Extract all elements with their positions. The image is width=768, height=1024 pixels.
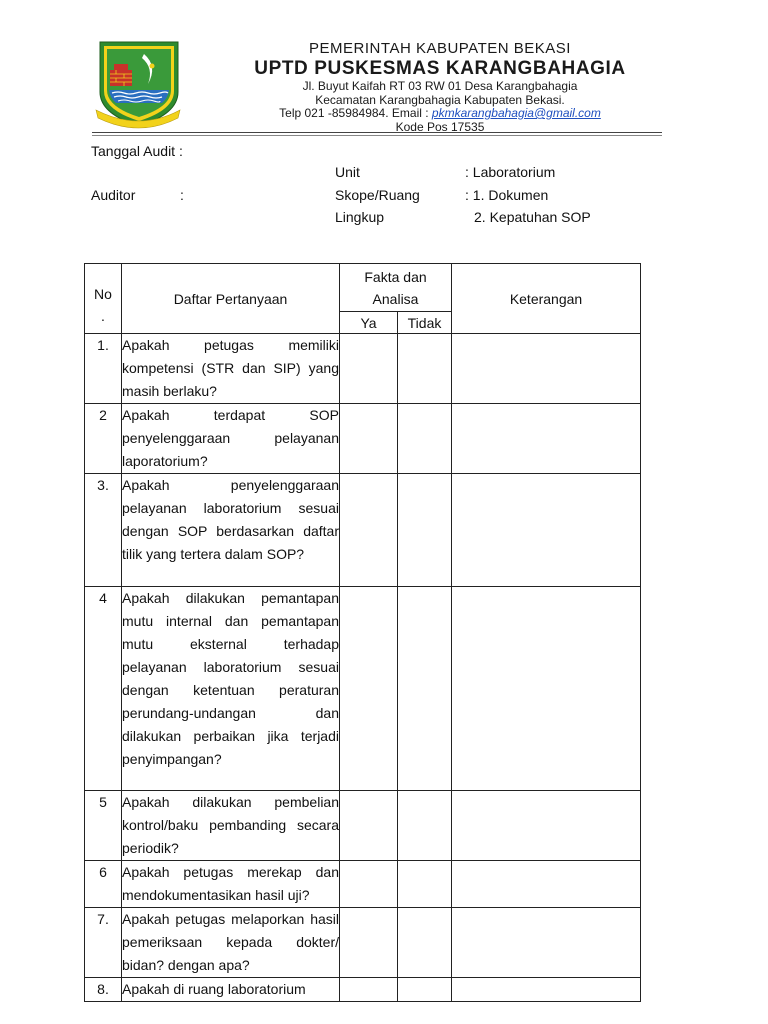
lingkup-value: 2. Kepatuhan SOP <box>474 209 591 225</box>
row-question: Apakah dilakukan pemantapan mutu internal dan pemantapan mutu eksternal terhadap pelayanan laboratorium sesuai dengan ketentuan peraturan perundang-undangan dan dilakukan perbaikan jika terjadi penyimpangan? <box>122 587 340 791</box>
audit-checklist-table <box>84 263 641 1002</box>
skope-label: Skope/Ruang <box>335 187 420 203</box>
header-daftar-pertanyaan: Daftar Pertanyaan <box>122 264 340 334</box>
row-number: 1. <box>85 334 122 404</box>
cell-tidak[interactable] <box>398 404 452 474</box>
unit-value: : Laboratorium <box>465 164 556 180</box>
header-fakta-analisa <box>340 264 452 312</box>
lingkup-label: Lingkup <box>335 209 385 225</box>
header-fakta-line2: Analisa <box>372 290 419 307</box>
table-row <box>85 587 641 791</box>
table-header-row <box>85 264 641 312</box>
letterhead-text <box>215 40 665 134</box>
table-row <box>85 791 641 861</box>
bekasi-emblem-logo <box>92 40 184 130</box>
header-no-text: No <box>94 286 112 302</box>
cell-tidak[interactable] <box>398 908 452 978</box>
cell-keterangan[interactable] <box>452 861 641 908</box>
district-line: Kecamatan Karangbahagia Kabupaten Bekasi. <box>315 92 565 107</box>
row-question: Apakah dilakukan pembelian kontrol/baku pembanding secara periodik? <box>122 791 340 861</box>
row-question: Apakah petugas melaporkan hasil pemeriksaan kepada dokter/ bidan? dengan apa? <box>122 908 340 978</box>
contact-line <box>215 107 665 121</box>
letterhead-divider <box>92 132 662 133</box>
table-row <box>85 334 641 404</box>
government-name: PEMERINTAH KABUPATEN BEKASI <box>309 40 571 57</box>
header-keterangan: Keterangan <box>452 264 641 334</box>
row-question: Apakah penyelenggaraan pelayanan laboratorium sesuai dengan SOP berdasarkan daftar tilik yang tertera dalam SOP? <box>122 474 340 587</box>
header-no-dot: . <box>101 308 105 324</box>
header-ya: Ya <box>340 312 398 334</box>
cell-ya[interactable] <box>340 908 398 978</box>
header-no <box>85 264 122 334</box>
email-link[interactable]: pkmkarangbahagia@gmail.com <box>431 106 601 120</box>
letterhead-divider-secondary <box>92 135 662 136</box>
cell-tidak[interactable] <box>398 791 452 861</box>
cell-keterangan[interactable] <box>452 978 641 1002</box>
cell-tidak[interactable] <box>398 474 452 587</box>
row-number: 2 <box>85 404 122 474</box>
cell-ya[interactable] <box>340 861 398 908</box>
table-row <box>85 978 641 1002</box>
cell-keterangan[interactable] <box>452 474 641 587</box>
cell-tidak[interactable] <box>398 978 452 1002</box>
institution-name: UPTD PUSKESMAS KARANGBAHAGIA <box>254 58 626 79</box>
cell-keterangan[interactable] <box>452 791 641 861</box>
table-row <box>85 908 641 978</box>
row-number: 7. <box>85 908 122 978</box>
header-fakta-line1: Fakta dan <box>364 268 427 285</box>
row-number: 3. <box>85 474 122 587</box>
cell-tidak[interactable] <box>398 861 452 908</box>
cell-keterangan[interactable] <box>452 587 641 791</box>
row-number: 8. <box>85 978 122 1002</box>
row-question: Apakah petugas memiliki kompetensi (STR dan SIP) yang masih berlaku? <box>122 334 340 404</box>
table-row <box>85 861 641 908</box>
auditor-colon: : <box>180 187 184 203</box>
letterhead <box>90 40 666 132</box>
row-number: 6 <box>85 861 122 908</box>
table-row <box>85 474 641 587</box>
address-line: Jl. Buyut Kaifah RT 03 RW 01 Desa Karangbahagia <box>302 79 578 93</box>
cell-ya[interactable] <box>340 474 398 587</box>
row-question: Apakah di ruang laboratorium <box>122 978 340 1002</box>
cell-tidak[interactable] <box>398 587 452 791</box>
auditor-label: Auditor <box>91 187 136 203</box>
cell-tidak[interactable] <box>398 334 452 404</box>
cell-keterangan[interactable] <box>452 404 641 474</box>
header-tidak: Tidak <box>398 312 452 334</box>
skope-value: : 1. Dokumen <box>465 187 549 203</box>
cell-keterangan[interactable] <box>452 908 641 978</box>
cell-ya[interactable] <box>340 404 398 474</box>
cell-ya[interactable] <box>340 587 398 791</box>
row-question: Apakah terdapat SOP penyelenggaraan pelayanan laporatorium? <box>122 404 340 474</box>
cell-keterangan[interactable] <box>452 334 641 404</box>
row-number: 5 <box>85 791 122 861</box>
postal-code: Kode Pos 17535 <box>395 119 485 134</box>
tanggal-audit-label: Tanggal Audit : <box>91 143 183 159</box>
cell-ya[interactable] <box>340 791 398 861</box>
cell-ya[interactable] <box>340 978 398 1002</box>
row-question: Apakah petugas merekap dan mendokumentasikan hasil uji? <box>122 861 340 908</box>
table-row <box>85 404 641 474</box>
row-number: 4 <box>85 587 122 791</box>
phone-text: Telp 021 -85984984. Email : <box>279 106 432 120</box>
unit-label: Unit <box>335 164 360 180</box>
cell-ya[interactable] <box>340 334 398 404</box>
